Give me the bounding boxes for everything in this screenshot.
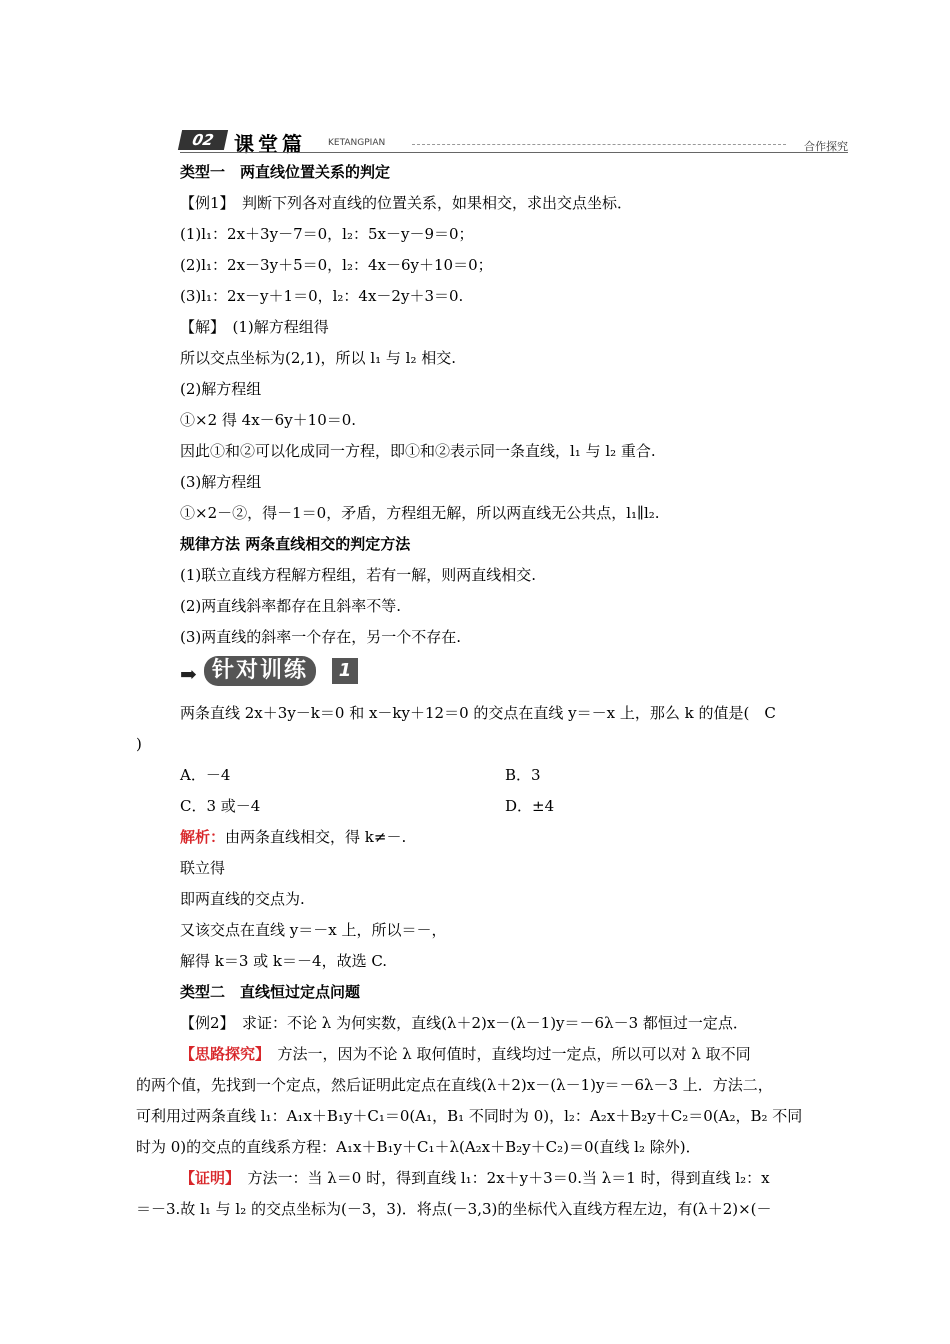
analysis-text: 由两条直线相交，得 k≠－. [225,828,407,846]
type-two-heading: 类型二 直线恒过定点问题 [180,983,361,1001]
option-c: C．3 或－4 [180,797,261,815]
practice-banner [180,656,390,688]
analysis-label: 解析： [180,828,226,846]
think-line-3: 可利用过两条直线 l₁：A₁x＋B₁y＋C₁＝0(A₁，B₁ 不同时为 0)，l₂：A₂x＋B₂y＋C₂＝0(A₂，B₂ 不同 [136,1107,803,1125]
type-one-heading: 类型一 两直线位置关系的判定 [180,163,391,181]
solution-line-7: ①×2－②，得－1＝0，矛盾，方程组无解，所以两直线无公共点，l₁∥l₂. [180,504,660,522]
think-line-1 [180,1044,751,1064]
proof-label: 【证明】 [180,1169,233,1187]
practice-banner-number: 1 [332,658,358,684]
method-item-2: (2)两直线斜率都存在且斜率不等. [180,597,402,615]
think-label: 【思路探究】 [180,1045,263,1063]
example-1-part-3: (3)l₁：2x－y＋1＝0，l₂：4x－2y＋3＝0. [180,287,464,305]
solution-line-5: 因此①和②可以化成同一方程，即①和②表示同一条直线，l₁ 与 l₂ 重合. [180,442,656,460]
analysis-line-2: 联立得 [180,859,226,877]
example-2-statement: 【例2】 求证：不论 λ 为何实数，直线(λ＋2)x－(λ－1)y＝－6λ－3 都恒过一定点． [180,1014,748,1032]
proof-line-1 [180,1168,770,1188]
arrow-right-icon: ➡ [180,662,197,686]
practice-banner-title: 针对训练 [204,656,316,686]
proof-text: 方法一：当 λ＝0 时，得到直线 l₁：2x＋y＋3＝0.当 λ＝1 时，得到直线 l₂：x [232,1169,770,1187]
practice-question: 两条直线 2x＋3y－k＝0 和 x－ky＋12＝0 的交点在直线 y＝－x 上，那么 k 的值是( C [180,704,776,722]
method-heading: 规律方法 两条直线相交的判定方法 [180,535,411,553]
practice-question-cont: ) [136,735,142,753]
example-1-part-2: (2)l₁：2x－3y＋5＝0，l₂：4x－6y＋10＝0； [180,256,493,274]
analysis-line-4: 又该交点在直线 y＝－x 上，所以＝－， [180,921,447,939]
method-item-3: (3)两直线的斜率一个存在，另一个不存在. [180,628,462,646]
solution-line-2: 所以交点坐标为(2,1)，所以 l₁ 与 l₂ 相交. [180,349,457,367]
option-a: A．－4 [180,766,231,784]
think-line-2: 的两个值，先找到一个定点，然后证明此定点在直线(λ＋2)x－(λ－1)y＝－6λ－3 上．方法二， [136,1076,773,1094]
method-item-1: (1)联立直线方程解方程组，若有一解，则两直线相交. [180,566,537,584]
section-category: 合作探究 [804,140,848,153]
proof-line-2: ＝－3.故 l₁ 与 l₂ 的交点坐标为(－3，3)．将点(－3,3)的坐标代入直线方程左边，有(λ＋2)×(－ [136,1200,772,1218]
section-number-badge: 02 [178,130,228,150]
example-1-statement: 【例1】 判断下列各对直线的位置关系，如果相交，求出交点坐标． [180,194,633,212]
solution-line-6: (3)解方程组 [180,473,262,491]
think-text: 方法一，因为不论 λ 取何值时，直线均过一定点，所以可以对 λ 取不同 [262,1045,751,1063]
analysis-line-3: 即两直线的交点为. [180,890,305,908]
think-line-4: 时为 0)的交点的直线系方程：A₁x＋B₁y＋C₁＋λ(A₂x＋B₂y＋C₂)＝0(直线 l₂ 除外)． [136,1138,701,1156]
section-subtitle: KETANGPIAN [328,138,386,148]
section-header [180,128,848,154]
solution-line-3: (2)解方程组 [180,380,262,398]
section-title: 课堂篇 [234,132,306,156]
header-dashed-rule [412,144,786,145]
solution-line-4: ①×2 得 4x－6y＋10＝0. [180,411,357,429]
header-rule [180,152,848,153]
option-d: D．±4 [505,797,555,815]
analysis-line-1 [180,827,406,847]
example-1-part-1: (1)l₁：2x＋3y－7＝0，l₂：5x－y－9＝0； [180,225,474,243]
analysis-line-5: 解得 k＝3 或 k＝－4，故选 C. [180,952,388,970]
option-b: B．3 [505,766,541,784]
solution-line-1: 【解】 (1)解方程组得 [180,318,329,336]
